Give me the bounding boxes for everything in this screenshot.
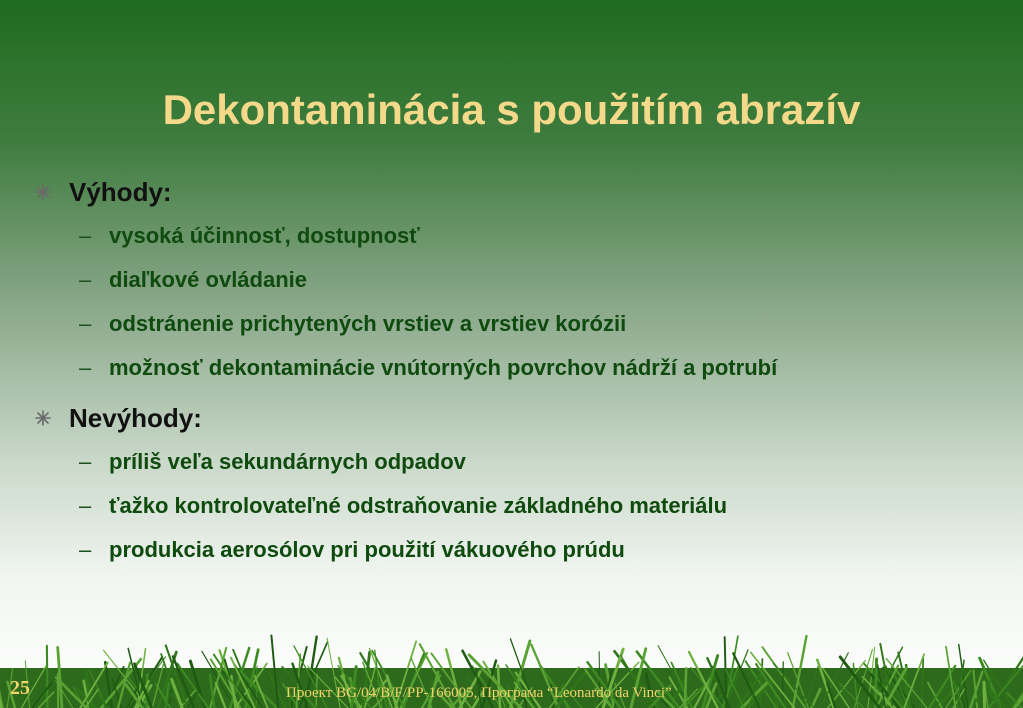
list-item-text: ťažko kontrolovateľné odstraňovanie základného materiálu <box>109 493 728 518</box>
list-item <box>34 302 994 346</box>
list-item-text: možnosť dekontaminácie vnútorných povrchov nádrží a potrubí <box>109 355 778 380</box>
dash-marker: – <box>79 355 92 380</box>
list-item-text: príliš veľa sekundárnych odpadov <box>109 449 466 474</box>
dash-marker: – <box>79 493 92 518</box>
dash-marker: – <box>79 449 92 474</box>
section-header <box>34 396 994 440</box>
list-item <box>34 440 994 484</box>
dash-marker: – <box>79 223 92 248</box>
section-header <box>34 170 994 214</box>
slide-number: 25 <box>10 677 30 699</box>
list-item-text: odstránenie prichytených vrstiev a vrstiev korózii <box>109 311 627 336</box>
list-item <box>34 346 994 390</box>
asterisk-bullet-icon <box>34 183 52 201</box>
section-label: Nevýhody: <box>69 402 202 433</box>
section-label: Výhody: <box>69 176 172 207</box>
list-item-text: produkcia aerosólov pri použití vákuového prúdu <box>109 537 625 562</box>
asterisk-bullet-icon <box>34 409 52 427</box>
dash-marker: – <box>79 267 92 292</box>
disadvantages-list <box>34 440 994 572</box>
list-item <box>34 484 994 528</box>
section-advantages <box>34 170 994 390</box>
slide-title: Dekontaminácia s použitím abrazív <box>162 86 861 133</box>
footer-text: Проект BG/04/B/F/PP-166005, Програма “Leonardo da Vinci” <box>286 685 672 701</box>
dash-marker: – <box>79 311 92 336</box>
list-item <box>34 214 994 258</box>
list-item-text: diaľkové ovládanie <box>109 267 307 292</box>
list-item-text: vysoká účinnosť, dostupnosť <box>109 223 420 248</box>
list-item <box>34 258 994 302</box>
section-disadvantages <box>34 396 994 572</box>
dash-marker: – <box>79 537 92 562</box>
advantages-list <box>34 214 994 390</box>
slide-content <box>34 170 994 572</box>
list-item <box>34 528 994 572</box>
